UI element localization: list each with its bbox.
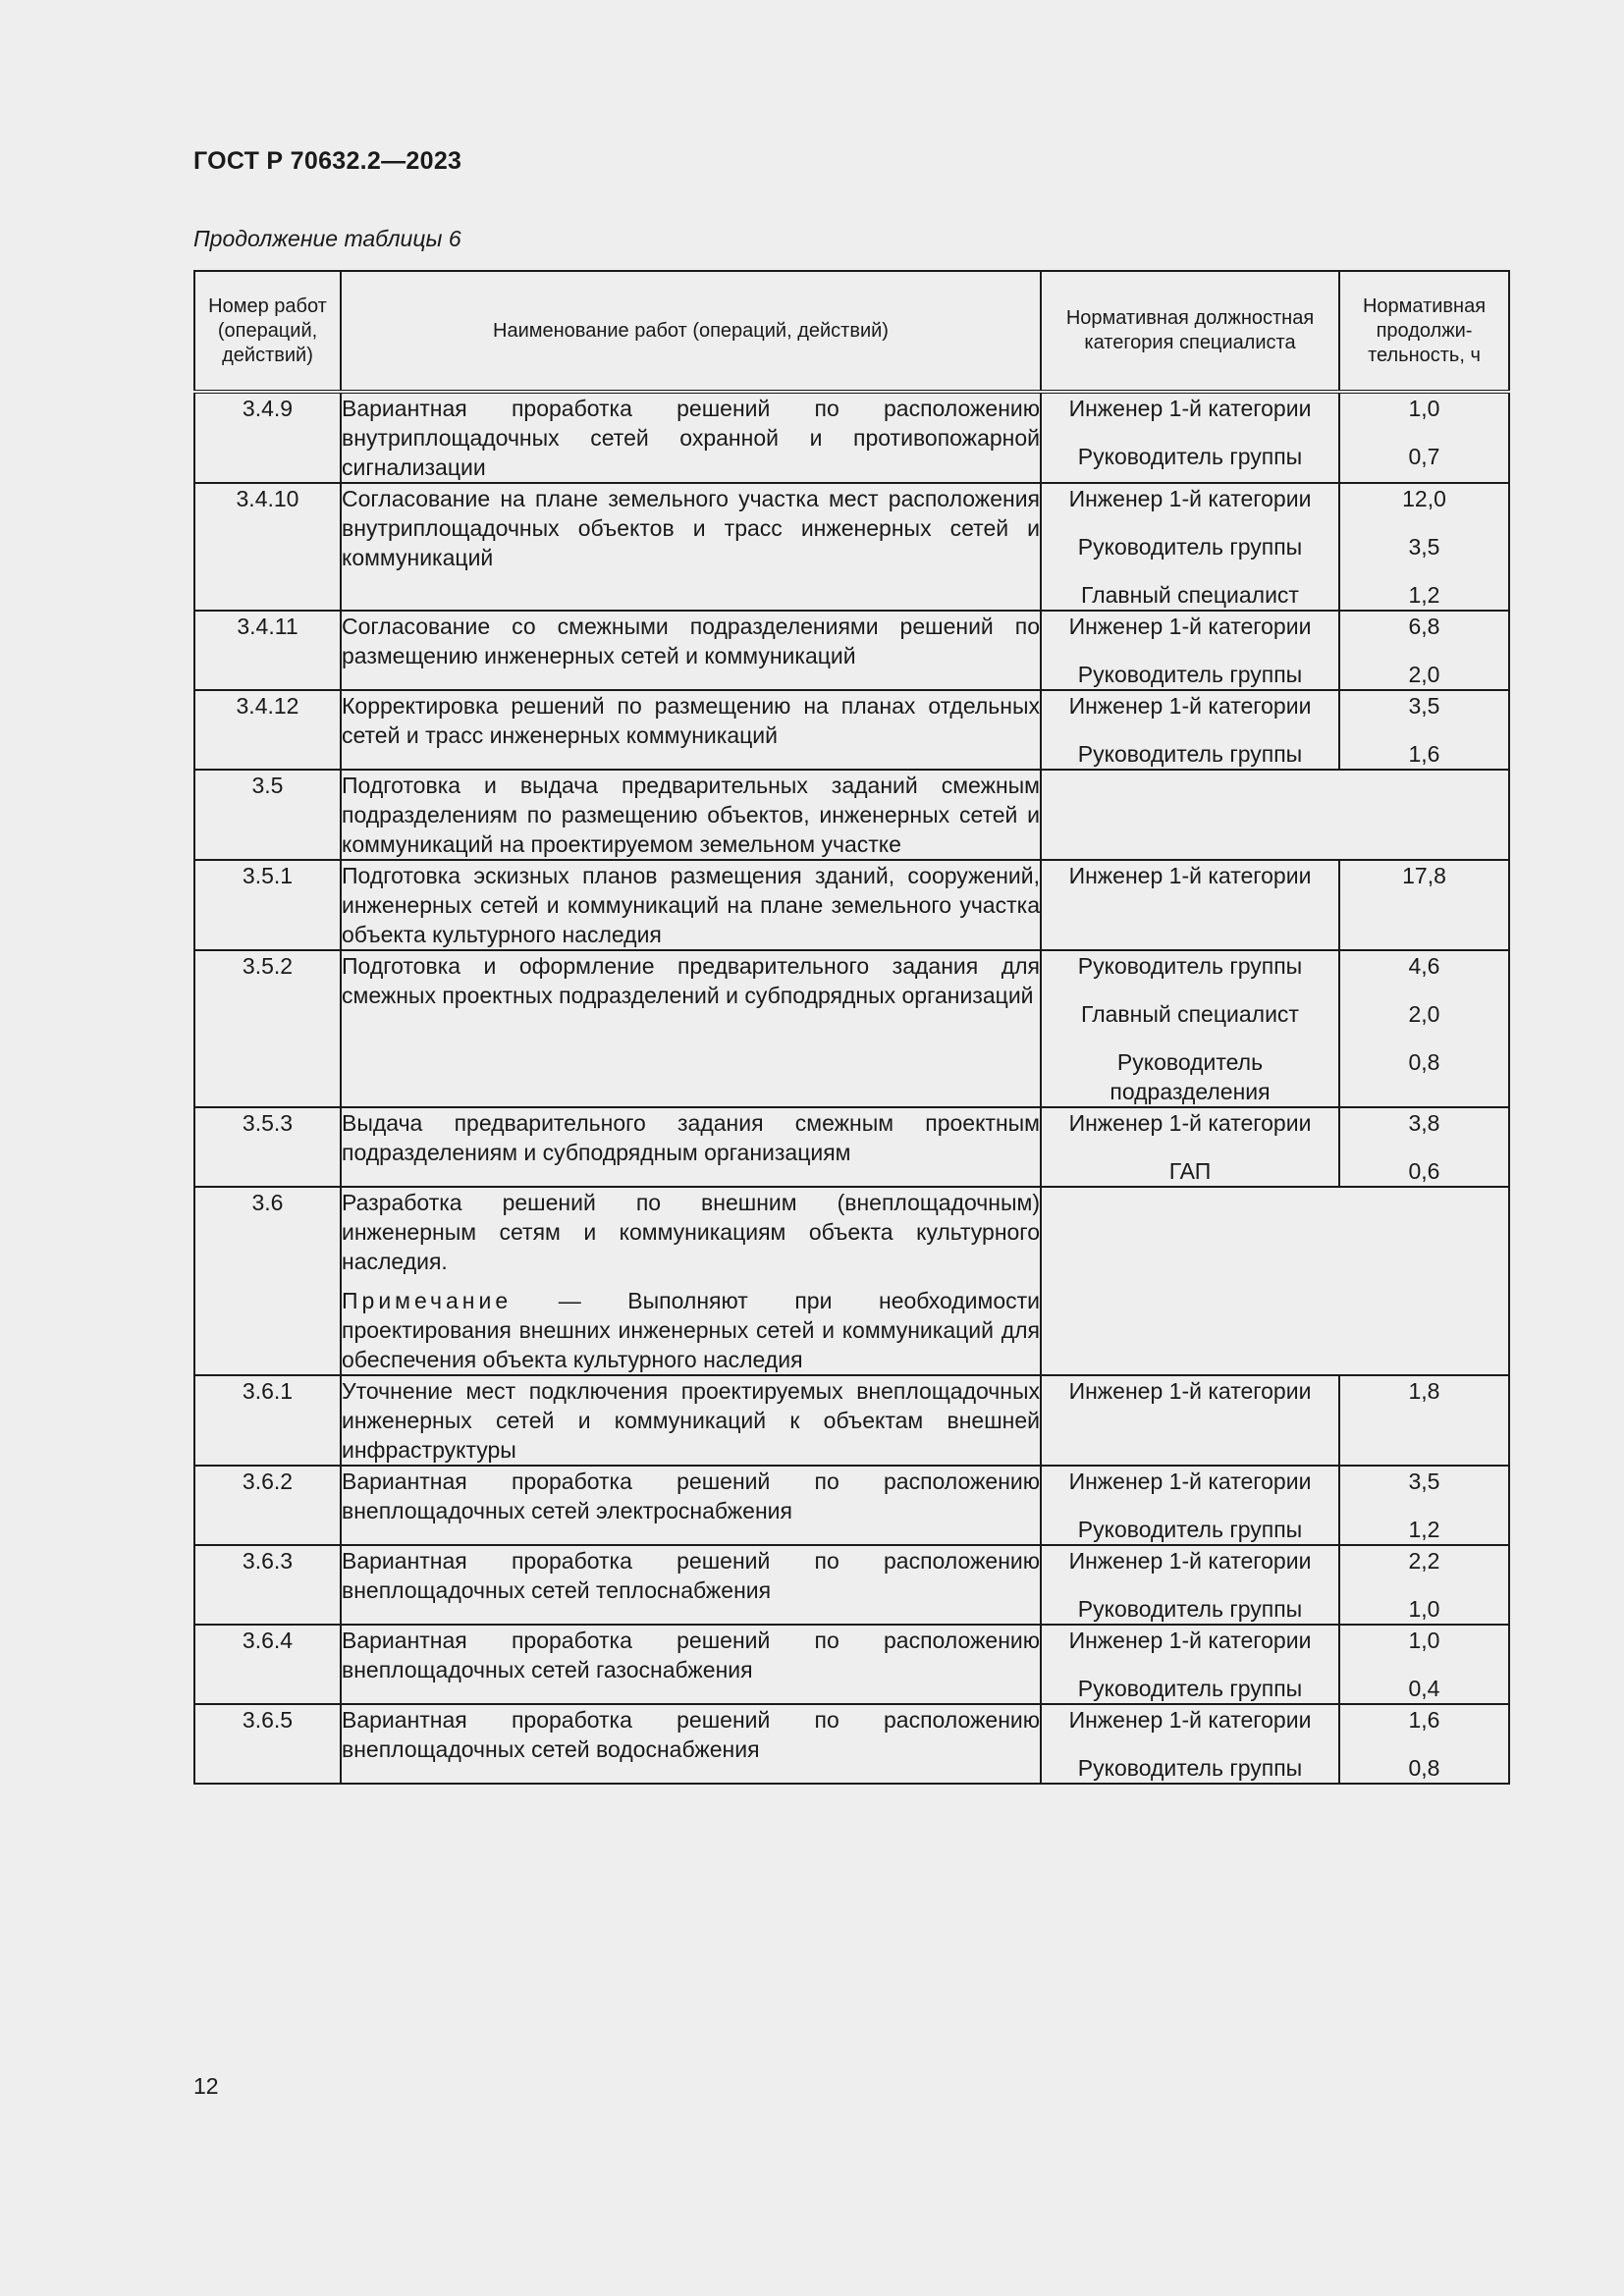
work-note — [342, 1286, 1040, 1374]
specialist-categories-cell — [1041, 1375, 1339, 1466]
duration-value: 3,5 — [1408, 1468, 1440, 1494]
note-text: — Выполняют при необходимости проектирования внешних инженерных сетей и коммуникаций для обеспечения объекта культурного наследия — [342, 1288, 1040, 1372]
duration-value: 1,6 — [1408, 741, 1440, 767]
table-row — [194, 860, 1509, 950]
specialist-category: ГАП — [1168, 1158, 1212, 1184]
duration-value: 2,0 — [1408, 1001, 1440, 1027]
duration-value: 0,8 — [1408, 1049, 1440, 1075]
specialist-category: Главный специалист — [1081, 1001, 1299, 1027]
table-row — [194, 1107, 1509, 1187]
durations-cell — [1339, 1704, 1509, 1784]
work-name-cell — [341, 611, 1041, 690]
column-header-number: Номер работ (операций, действий) — [194, 271, 341, 392]
specialist-category: Руководитель подразделения — [1110, 1049, 1271, 1104]
work-name-cell — [341, 392, 1041, 483]
duration-value: 1,0 — [1408, 1596, 1440, 1622]
durations-cell — [1339, 690, 1509, 770]
durations-cell — [1339, 483, 1509, 611]
table-row — [194, 690, 1509, 770]
table-row — [194, 1375, 1509, 1466]
work-number: 3.6.5 — [194, 1704, 341, 1784]
duration-value: 12,0 — [1402, 486, 1446, 511]
specialist-category: Инженер 1-й категории — [1068, 693, 1312, 719]
specialist-category: Руководитель группы — [1077, 953, 1303, 979]
work-name-cell — [341, 690, 1041, 770]
duration-value: 0,7 — [1408, 444, 1440, 469]
specialist-category: Руководитель группы — [1077, 1596, 1303, 1622]
duration-value: 0,4 — [1408, 1676, 1440, 1701]
specialist-categories-cell — [1041, 1704, 1339, 1784]
table-row — [194, 1187, 1509, 1375]
duration-value: 2,2 — [1408, 1548, 1440, 1574]
work-name: Разработка решений по внешним (внеплощадочным) инженерным сетям и коммуникациям объекта культурного наследия. — [342, 1190, 1040, 1274]
specialist-category: Руководитель группы — [1077, 534, 1303, 560]
specialist-category: Инженер 1-й категории — [1068, 1707, 1312, 1733]
norms-table — [193, 270, 1510, 1785]
duration-value: 1,2 — [1408, 1517, 1440, 1542]
duration-value: 1,6 — [1408, 1707, 1440, 1733]
work-name: Корректировка решений по размещению на планах отдельных сетей и трасс инженерных коммуникаций — [342, 693, 1040, 748]
durations-cell — [1339, 1107, 1509, 1187]
work-name-cell — [341, 1625, 1041, 1704]
specialist-categories-cell — [1041, 483, 1339, 611]
work-name: Подготовка и выдача предварительных заданий смежным подразделениям по размещению объектов, инженерных сетей и коммуникаций на проектируемом земельном участке — [342, 773, 1040, 857]
specialist-category: Руководитель группы — [1077, 741, 1303, 767]
work-name-cell — [341, 1545, 1041, 1625]
work-number: 3.5 — [194, 770, 341, 860]
specialist-category: Инженер 1-й категории — [1068, 1628, 1312, 1653]
duration-value: 3,5 — [1408, 534, 1440, 560]
specialist-categories-cell — [1041, 611, 1339, 690]
work-name: Вариантная проработка решений по расположению внутриплощадочных сетей охранной и противопожарной сигнализации — [342, 396, 1040, 480]
table-row — [194, 1704, 1509, 1784]
column-header-name: Наименование работ (операций, действий) — [341, 271, 1041, 392]
durations-cell — [1339, 1466, 1509, 1545]
specialist-categories-cell — [1041, 392, 1339, 483]
work-name-cell — [341, 860, 1041, 950]
specialist-category: Инженер 1-й категории — [1068, 1548, 1312, 1574]
work-name: Вариантная проработка решений по расположению внеплощадочных сетей газоснабжения — [342, 1628, 1040, 1682]
work-name: Вариантная проработка решений по расположению внеплощадочных сетей водоснабжения — [342, 1707, 1040, 1762]
work-name: Подготовка эскизных планов размещения зданий, сооружений, инженерных сетей и коммуникаций на плане земельного участка объекта культурного наследия — [342, 863, 1040, 947]
specialist-category: Инженер 1-й категории — [1068, 1468, 1312, 1494]
work-name-cell — [341, 483, 1041, 611]
duration-value: 0,6 — [1408, 1158, 1440, 1184]
table-row — [194, 1625, 1509, 1704]
duration-value: 1,8 — [1408, 1378, 1440, 1404]
duration-value: 3,8 — [1408, 1110, 1440, 1136]
duration-value: 6,8 — [1408, 614, 1440, 639]
specialist-category: Руководитель группы — [1077, 1676, 1303, 1701]
durations-cell — [1339, 1375, 1509, 1466]
work-name-cell — [341, 1466, 1041, 1545]
duration-value: 2,0 — [1408, 662, 1440, 687]
specialist-category: Инженер 1-й категории — [1068, 396, 1312, 421]
durations-cell — [1339, 1545, 1509, 1625]
work-name-cell — [341, 1187, 1041, 1375]
durations-cell — [1339, 611, 1509, 690]
specialist-categories-cell — [1041, 1107, 1339, 1187]
table-body — [194, 392, 1509, 1784]
duration-value: 1,2 — [1408, 582, 1440, 608]
table-row — [194, 770, 1509, 860]
empty-merged-cell — [1041, 770, 1509, 860]
specialist-category: Инженер 1-й категории — [1068, 1378, 1312, 1404]
duration-value: 1,0 — [1408, 396, 1440, 421]
work-name: Вариантная проработка решений по расположению внеплощадочных сетей электроснабжения — [342, 1468, 1040, 1523]
specialist-categories-cell — [1041, 860, 1339, 950]
duration-value: 0,8 — [1408, 1755, 1440, 1781]
specialist-category: Руководитель группы — [1077, 1517, 1303, 1542]
specialist-category: Главный специалист — [1081, 582, 1299, 608]
work-number: 3.5.1 — [194, 860, 341, 950]
work-name: Вариантная проработка решений по расположению внеплощадочных сетей теплоснабжения — [342, 1548, 1040, 1603]
specialist-category: Инженер 1-й категории — [1068, 863, 1312, 888]
duration-value: 4,6 — [1408, 953, 1440, 979]
work-name-cell — [341, 770, 1041, 860]
work-name: Согласование со смежными подразделениями решений по размещению инженерных сетей и коммуникаций — [342, 614, 1040, 668]
table-row — [194, 392, 1509, 483]
duration-value: 17,8 — [1402, 863, 1446, 888]
table-header-row — [194, 271, 1509, 392]
column-header-duration: Нормативная продолжи-тельность, ч — [1339, 271, 1509, 392]
column-header-category: Нормативная должностная категория специалиста — [1041, 271, 1339, 392]
durations-cell — [1339, 950, 1509, 1107]
specialist-categories-cell — [1041, 1466, 1339, 1545]
duration-value: 1,0 — [1408, 1628, 1440, 1653]
work-number: 3.6.4 — [194, 1625, 341, 1704]
work-number: 3.6 — [194, 1187, 341, 1375]
specialist-category: Инженер 1-й категории — [1068, 1110, 1312, 1136]
work-number: 3.4.12 — [194, 690, 341, 770]
document-title: ГОСТ Р 70632.2—2023 — [193, 147, 462, 175]
table-row — [194, 483, 1509, 611]
specialist-category: Руководитель группы — [1077, 662, 1303, 687]
specialist-categories-cell — [1041, 1625, 1339, 1704]
specialist-category: Инженер 1-й категории — [1068, 486, 1312, 511]
work-name: Согласование на плане земельного участка мест расположения внутриплощадочных объектов и трасс инженерных сетей и коммуникаций — [342, 486, 1040, 570]
work-number: 3.4.10 — [194, 483, 341, 611]
work-number: 3.6.2 — [194, 1466, 341, 1545]
work-name: Выдача предварительного задания смежным проектным подразделениям и субподрядным организациям — [342, 1110, 1040, 1165]
work-name: Уточнение мест подключения проектируемых внеплощадочных инженерных сетей и коммуникаций к объектам внешней инфраструктуры — [342, 1378, 1040, 1463]
specialist-categories-cell — [1041, 690, 1339, 770]
work-number: 3.5.2 — [194, 950, 341, 1107]
empty-merged-cell — [1041, 1187, 1509, 1375]
work-name-cell — [341, 950, 1041, 1107]
page-number: 12 — [193, 2073, 219, 2099]
work-name-cell — [341, 1375, 1041, 1466]
work-name-cell — [341, 1107, 1041, 1187]
table-caption: Продолжение таблицы 6 — [193, 226, 461, 251]
table-row — [194, 950, 1509, 1107]
specialist-category: Руководитель группы — [1077, 1755, 1303, 1781]
work-name-cell — [341, 1704, 1041, 1784]
durations-cell — [1339, 860, 1509, 950]
durations-cell — [1339, 392, 1509, 483]
work-name: Подготовка и оформление предварительного задания для смежных проектных подразделений и субподрядных организаций — [342, 953, 1040, 1008]
specialist-category: Инженер 1-й категории — [1068, 614, 1312, 639]
table-row — [194, 1545, 1509, 1625]
table-row — [194, 1466, 1509, 1545]
table-row — [194, 611, 1509, 690]
note-label: Примечание — [342, 1288, 513, 1313]
durations-cell — [1339, 1625, 1509, 1704]
specialist-category: Руководитель группы — [1077, 444, 1303, 469]
specialist-categories-cell — [1041, 1545, 1339, 1625]
work-number: 3.6.3 — [194, 1545, 341, 1625]
work-number: 3.5.3 — [194, 1107, 341, 1187]
duration-value: 3,5 — [1408, 693, 1440, 719]
specialist-categories-cell — [1041, 950, 1339, 1107]
work-number: 3.4.11 — [194, 611, 341, 690]
work-number: 3.6.1 — [194, 1375, 341, 1466]
work-number: 3.4.9 — [194, 392, 341, 483]
